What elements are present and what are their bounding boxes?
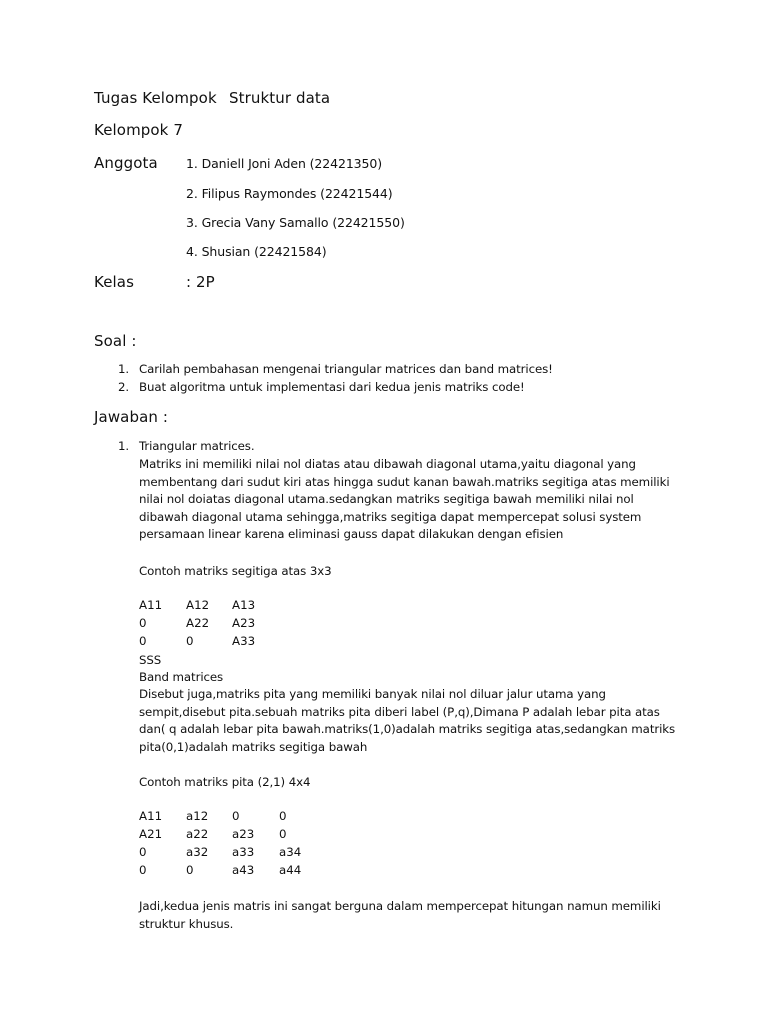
matrix-cell: A12	[186, 598, 210, 612]
sss-text: SSS	[139, 653, 162, 667]
soal-item-number: 1.	[118, 362, 130, 376]
matrix-cell: 0	[232, 809, 240, 823]
conclusion	[139, 898, 661, 933]
members-label: Anggota	[94, 154, 158, 172]
band-title: Band matrices	[139, 670, 224, 684]
paragraph-line: pita(0,1)adalah matriks segitiga bawah	[139, 739, 368, 754]
class-value: : 2P	[186, 273, 215, 291]
matrix-cell: a12	[186, 809, 209, 823]
paragraph-line: dibawah diagonal utama sehingga,matriks segitiga dapat mempercepat solusi system	[139, 509, 642, 524]
task-label: Tugas Kelompok	[94, 89, 217, 107]
matrix-cell: 0	[139, 845, 147, 859]
group-name: Kelompok 7	[94, 121, 183, 139]
matrix-cell: 0	[279, 809, 287, 823]
paragraph-line: sempit,disebut pita.sebuah matriks pita diberi label (P,q),Dimana P adalah lebar pita atas	[139, 704, 660, 719]
triangular-example-title: Contoh matriks segitiga atas 3x3	[139, 564, 332, 578]
soal-item-text: Carilah pembahasan mengenai triangular matrices dan band matrices!	[139, 362, 553, 376]
member-item: 2. Filipus Raymondes (22421544)	[186, 186, 393, 201]
matrix-cell: 0	[139, 616, 147, 630]
matrix-cell: A11	[139, 809, 163, 823]
matrix-cell: A23	[232, 616, 256, 630]
matrix-cell: A21	[139, 827, 163, 841]
matrix-cell: 0	[139, 863, 147, 877]
paragraph-line: dan( q adalah lebar pita bawah.matriks(1,0)adalah matriks segitiga atas,sedangkan matriks	[139, 722, 676, 737]
member-item: 1. Daniell Joni Aden (22421350)	[186, 156, 383, 171]
member-item: 4. Shusian (22421584)	[186, 244, 327, 259]
paragraph-line: Jadi,kedua jenis matris ini sangat berguna dalam mempercepat hitungan namun memiliki	[139, 899, 661, 913]
paragraph-line: Matriks ini memiliki nilai nol diatas atau dibawah diagonal utama,yaitu diagonal yang	[139, 457, 636, 471]
matrix-cell: 0	[186, 863, 194, 877]
paragraph-line: nilai nol doiatas diagonal utama.sedangkan matriks segitiga bawah memiliki nilai nol	[139, 492, 634, 507]
soal-heading: Soal :	[94, 332, 137, 350]
matrix-cell: A33	[232, 634, 256, 648]
matrix-cell: 0	[139, 634, 147, 648]
band-example-title: Contoh matriks pita (2,1) 4x4	[139, 775, 311, 789]
matrix-cell: a22	[186, 827, 209, 841]
paragraph-line: persamaan linear karena eliminasi gauss dapat dilakukan dengan efisien	[139, 527, 564, 542]
paragraph-line: struktur khusus.	[139, 916, 234, 931]
class-label: Kelas	[94, 273, 134, 291]
member-item: 3. Grecia Vany Samallo (22421550)	[186, 215, 405, 230]
course-name: Struktur data	[229, 89, 331, 107]
soal-item-text: Buat algoritma untuk implementasi dari kedua jenis matriks code!	[139, 380, 525, 394]
matrix-cell: a32	[186, 845, 209, 859]
jawaban-item-number: 1.	[118, 439, 130, 453]
matrix-cell: A22	[186, 616, 210, 630]
paragraph-line: membentang dari sudut kiri atas hingga sudut kanan bawah.matriks segitiga atas memiliki	[139, 474, 670, 489]
triangular-description	[139, 456, 670, 544]
matrix-cell: a44	[279, 863, 302, 877]
matrix-cell: 0	[186, 634, 194, 648]
matrix-cell: a34	[279, 845, 302, 859]
jawaban-heading: Jawaban :	[94, 408, 169, 426]
triangular-title: Triangular matrices.	[139, 439, 255, 453]
matrix-cell: a43	[232, 863, 255, 877]
paragraph-line: Disebut juga,matriks pita yang memiliki banyak nilai nol diluar jalur utama yang	[139, 687, 606, 701]
soal-item-number: 2.	[118, 380, 130, 394]
matrix-cell: A11	[139, 598, 163, 612]
band-description	[139, 686, 675, 756]
matrix-cell: 0	[279, 827, 287, 841]
matrix-cell: a33	[232, 845, 255, 859]
matrix-cell: A13	[232, 598, 256, 612]
matrix-cell: a23	[232, 827, 255, 841]
